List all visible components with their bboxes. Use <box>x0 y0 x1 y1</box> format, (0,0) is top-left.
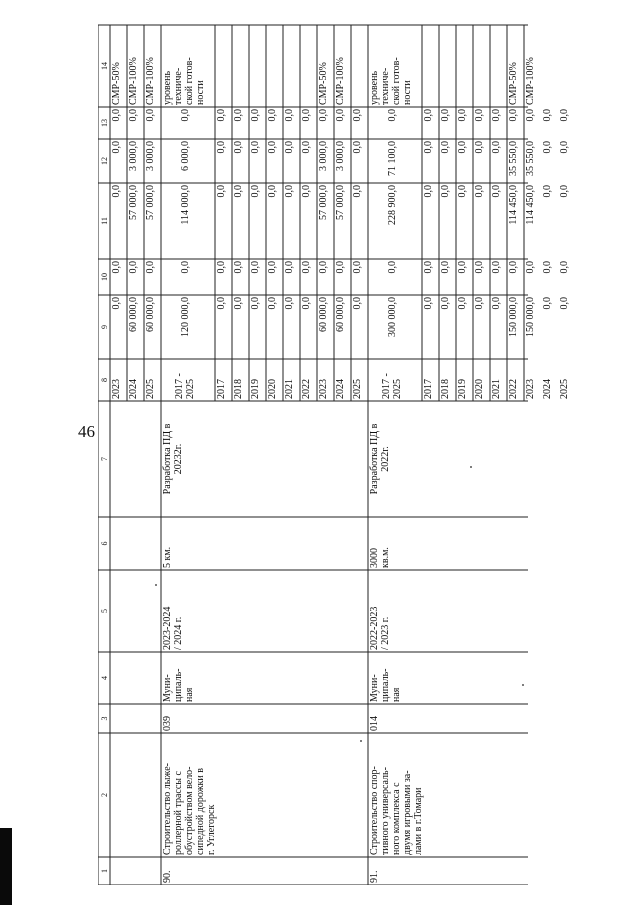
year-cell: 2021 <box>491 379 502 399</box>
value-cell: 0,0 <box>284 109 295 122</box>
value-cell: 0,0 <box>457 297 468 310</box>
value-cell: 0,0 <box>491 109 502 122</box>
header-col-reg: 11 <box>100 217 109 225</box>
value-cell: 0,0 <box>233 141 244 154</box>
value-cell: 0,0 <box>267 261 278 274</box>
item-code: 039 <box>162 716 173 731</box>
value-cell: 0,0 <box>216 297 227 310</box>
value-cell: 0,0 <box>474 185 485 198</box>
total-value-cell: 114 000,0 <box>180 185 191 225</box>
value-cell: 0,0 <box>352 261 363 274</box>
value-cell: 0,0 <box>233 261 244 274</box>
value-cell: 0,0 <box>474 261 485 274</box>
year-cell: 2022 <box>508 379 519 399</box>
value-cell: 0,0 <box>216 261 227 274</box>
year-cell: 2023 <box>525 379 536 399</box>
value-cell: 0,0 <box>508 261 519 274</box>
value-cell: 0,0 <box>250 297 261 310</box>
year-cell: 2017 <box>216 379 227 399</box>
header-col-num: 1 <box>100 869 109 873</box>
value-cell: 0,0 <box>301 185 312 198</box>
value-cell: 0,0 <box>233 109 244 122</box>
value-cell: 0,0 <box>233 297 244 310</box>
header-col-owner: 4 <box>100 676 109 680</box>
value-cell: 0,0 <box>128 109 139 122</box>
value-cell: 0,0 <box>352 297 363 310</box>
value-cell: 0,0 <box>559 109 570 122</box>
value-cell: 3 000,0 <box>335 141 346 171</box>
header-col-code: 3 <box>100 716 109 721</box>
value-cell: 0,0 <box>267 185 278 198</box>
item-period: 2022-2023 / 2023 г. <box>369 606 391 650</box>
total-value-cell: 300 000,0 <box>387 297 398 337</box>
year-cell: 2020 <box>267 379 278 399</box>
value-cell: 0,0 <box>216 185 227 198</box>
total-remark-cell: уровень техниче- ской готов- ности <box>162 57 206 105</box>
value-cell: 0,0 <box>542 261 553 274</box>
value-cell: 150 000,0 <box>525 297 536 337</box>
value-cell: СМР-100% <box>145 57 156 105</box>
value-cell: 0,0 <box>301 261 312 274</box>
value-cell: 3 000,0 <box>128 141 139 171</box>
value-cell: 0,0 <box>250 109 261 122</box>
value-cell: 0,0 <box>267 297 278 310</box>
value-cell: 0,0 <box>145 261 156 274</box>
value-cell <box>491 27 506 105</box>
year-cell: 2024 <box>128 379 139 399</box>
value-cell <box>559 27 574 105</box>
value-cell <box>542 27 557 105</box>
year-cell: 2020 <box>474 379 485 399</box>
value-cell <box>267 27 282 105</box>
value-cell: 0,0 <box>145 109 156 122</box>
header-col-mun: 12 <box>100 157 109 165</box>
total-years-cell: 2017 - 2025 <box>381 373 403 399</box>
value-cell <box>423 27 438 105</box>
item-owner: Муни- ципаль- ная <box>369 668 402 702</box>
value-cell: 0,0 <box>216 141 227 154</box>
value-cell: СМР-50% <box>318 62 329 105</box>
value-cell: 60 000,0 <box>335 297 346 332</box>
value-cell: 0,0 <box>440 141 451 154</box>
value-cell: 0,0 <box>542 185 553 198</box>
value-cell: 0,0 <box>250 185 261 198</box>
total-value-cell: 228 900,0 <box>387 185 398 225</box>
year-cell: 2019 <box>457 379 468 399</box>
value-cell: 0,0 <box>457 141 468 154</box>
value-cell: 0,0 <box>423 141 434 154</box>
value-cell: 0,0 <box>559 141 570 154</box>
item-note: Разработка ПД в 20232г. <box>162 423 184 495</box>
value-cell: 0,0 <box>301 297 312 310</box>
value-cell: 0,0 <box>284 141 295 154</box>
total-value-cell: 6 000,0 <box>180 141 191 171</box>
year-cell: 2025 <box>352 379 363 399</box>
value-cell <box>352 27 367 105</box>
value-cell: 0,0 <box>318 261 329 274</box>
item-capacity: 3000 кв.м. <box>369 547 391 568</box>
year-cell: 2025 <box>559 379 570 399</box>
value-cell: 0,0 <box>318 109 329 122</box>
year-cell: 2021 <box>284 379 295 399</box>
value-cell: 0,0 <box>542 141 553 154</box>
value-cell: 0,0 <box>111 297 122 310</box>
rotated-table-sheet <box>98 15 570 885</box>
header-col-year: 8 <box>100 378 109 382</box>
value-cell: 0,0 <box>525 109 536 122</box>
header-col-other: 13 <box>100 119 109 127</box>
value-cell: 0,0 <box>284 261 295 274</box>
value-cell: 0,0 <box>440 185 451 198</box>
value-cell: 0,0 <box>474 141 485 154</box>
year-cell: 2023 <box>111 379 122 399</box>
value-cell: 0,0 <box>423 185 434 198</box>
value-cell: 0,0 <box>525 261 536 274</box>
year-cell: 2018 <box>440 379 451 399</box>
value-cell: 0,0 <box>352 109 363 122</box>
year-cell: 2019 <box>250 379 261 399</box>
value-cell: 0,0 <box>474 297 485 310</box>
value-cell: 0,0 <box>491 185 502 198</box>
value-cell <box>216 27 231 105</box>
year-cell: 2017 <box>423 379 434 399</box>
value-cell <box>440 27 455 105</box>
value-cell: 0,0 <box>457 109 468 122</box>
value-cell: 0,0 <box>301 109 312 122</box>
value-cell: 0,0 <box>423 109 434 122</box>
value-cell: 0,0 <box>111 261 122 274</box>
value-cell: 0,0 <box>233 185 244 198</box>
header-col-name: 2 <box>100 793 109 797</box>
value-cell <box>474 27 489 105</box>
value-cell <box>250 27 265 105</box>
item-capacity: 5 км. <box>162 546 173 568</box>
scan-edge-mark <box>0 828 12 905</box>
value-cell: 0,0 <box>301 141 312 154</box>
value-cell: 0,0 <box>423 297 434 310</box>
value-cell: СМР-50% <box>508 62 519 105</box>
total-value-cell: 0,0 <box>180 109 191 122</box>
header-col-note: 7 <box>100 457 109 461</box>
total-remark-cell: уровень техниче- ской готов- ности <box>369 57 413 105</box>
value-cell: 0,0 <box>352 185 363 198</box>
value-cell: 0,0 <box>111 109 122 122</box>
year-cell: 2023 <box>318 379 329 399</box>
value-cell <box>284 27 299 105</box>
value-cell: 0,0 <box>352 141 363 154</box>
total-value-cell: 71 100,0 <box>387 141 398 176</box>
value-cell: 0,0 <box>335 261 346 274</box>
item-number: 90. <box>162 870 173 883</box>
value-cell: 114 450,0 <box>525 185 536 225</box>
header-col-capacity: 6 <box>100 541 109 546</box>
value-cell: 0,0 <box>284 297 295 310</box>
value-cell: 0,0 <box>111 141 122 154</box>
value-cell: 150 000,0 <box>508 297 519 337</box>
value-cell: 0,0 <box>250 141 261 154</box>
value-cell: 60 000,0 <box>128 297 139 332</box>
value-cell: 0,0 <box>508 109 519 122</box>
header-col-remark: 14 <box>100 62 109 70</box>
value-cell: 57 000,0 <box>145 185 156 220</box>
value-cell: 57 000,0 <box>335 185 346 220</box>
value-cell <box>457 27 472 105</box>
value-cell: 0,0 <box>542 297 553 310</box>
year-cell: 2024 <box>335 379 346 399</box>
value-cell: 3 000,0 <box>145 141 156 171</box>
value-cell: 0,0 <box>559 261 570 274</box>
year-cell: 2025 <box>145 379 156 399</box>
value-cell: 0,0 <box>440 261 451 274</box>
header-col-total: 9 <box>100 325 109 329</box>
value-cell: 0,0 <box>491 297 502 310</box>
value-cell: 0,0 <box>474 109 485 122</box>
value-cell: 60 000,0 <box>318 297 329 332</box>
item-name: Строительство лыже- роллерной трассы с обустройством вело- сипедной дорожки в г. Углегорск <box>162 763 217 855</box>
value-cell: 114 450,0 <box>508 185 519 225</box>
value-cell: 35 550,0 <box>525 141 536 176</box>
value-cell <box>301 27 316 105</box>
item-name: Строительство спор- тивного универсаль- ного комплекса с двумя игровыми за- лами в г.Томари <box>369 766 424 855</box>
value-cell: 0,0 <box>440 297 451 310</box>
value-cell: 0,0 <box>267 109 278 122</box>
value-cell: 0,0 <box>457 261 468 274</box>
total-value-cell: 0,0 <box>387 109 398 122</box>
year-cell: 2022 <box>301 379 312 399</box>
item-period: 2023-2024 / 2024 г. <box>162 606 184 650</box>
value-cell: 0,0 <box>559 297 570 310</box>
value-cell: 0,0 <box>491 261 502 274</box>
value-cell: 0,0 <box>559 185 570 198</box>
year-cell: 2024 <box>542 379 553 399</box>
value-cell: 35 550,0 <box>508 141 519 176</box>
value-cell: 57 000,0 <box>128 185 139 220</box>
total-years-cell: 2017 - 2025 <box>174 373 196 399</box>
value-cell: 0,0 <box>216 109 227 122</box>
item-code: 014 <box>369 716 380 731</box>
value-cell: СМР-100% <box>128 57 139 105</box>
item-note: Разработка ПД в 2022г. <box>369 423 391 495</box>
value-cell: СМР-100% <box>525 57 536 105</box>
total-value-cell: 0,0 <box>180 261 191 274</box>
total-value-cell: 0,0 <box>387 261 398 274</box>
value-cell: 60 000,0 <box>145 297 156 332</box>
value-cell: 0,0 <box>457 185 468 198</box>
header-col-fed: 10 <box>100 273 109 281</box>
year-cell: 2018 <box>233 379 244 399</box>
value-cell: 0,0 <box>423 261 434 274</box>
item-number: 91. <box>369 870 380 883</box>
value-cell: 0,0 <box>542 109 553 122</box>
value-cell: 0,0 <box>440 109 451 122</box>
value-cell: СМР-50% <box>111 62 122 105</box>
value-cell: 0,0 <box>250 261 261 274</box>
value-cell: 3 000,0 <box>318 141 329 171</box>
value-cell: 0,0 <box>491 141 502 154</box>
value-cell: 0,0 <box>267 141 278 154</box>
total-value-cell: 120 000,0 <box>180 297 191 337</box>
value-cell: 0,0 <box>335 109 346 122</box>
value-cell: 0,0 <box>284 185 295 198</box>
value-cell: 57 000,0 <box>318 185 329 220</box>
header-col-period: 5 <box>100 609 109 613</box>
value-cell <box>233 27 248 105</box>
item-owner: Муни- ципаль- ная <box>162 668 195 702</box>
value-cell: СМР-100% <box>335 57 346 105</box>
page-number: 46 <box>78 422 95 441</box>
value-cell: 0,0 <box>128 261 139 274</box>
value-cell: 0,0 <box>111 185 122 198</box>
